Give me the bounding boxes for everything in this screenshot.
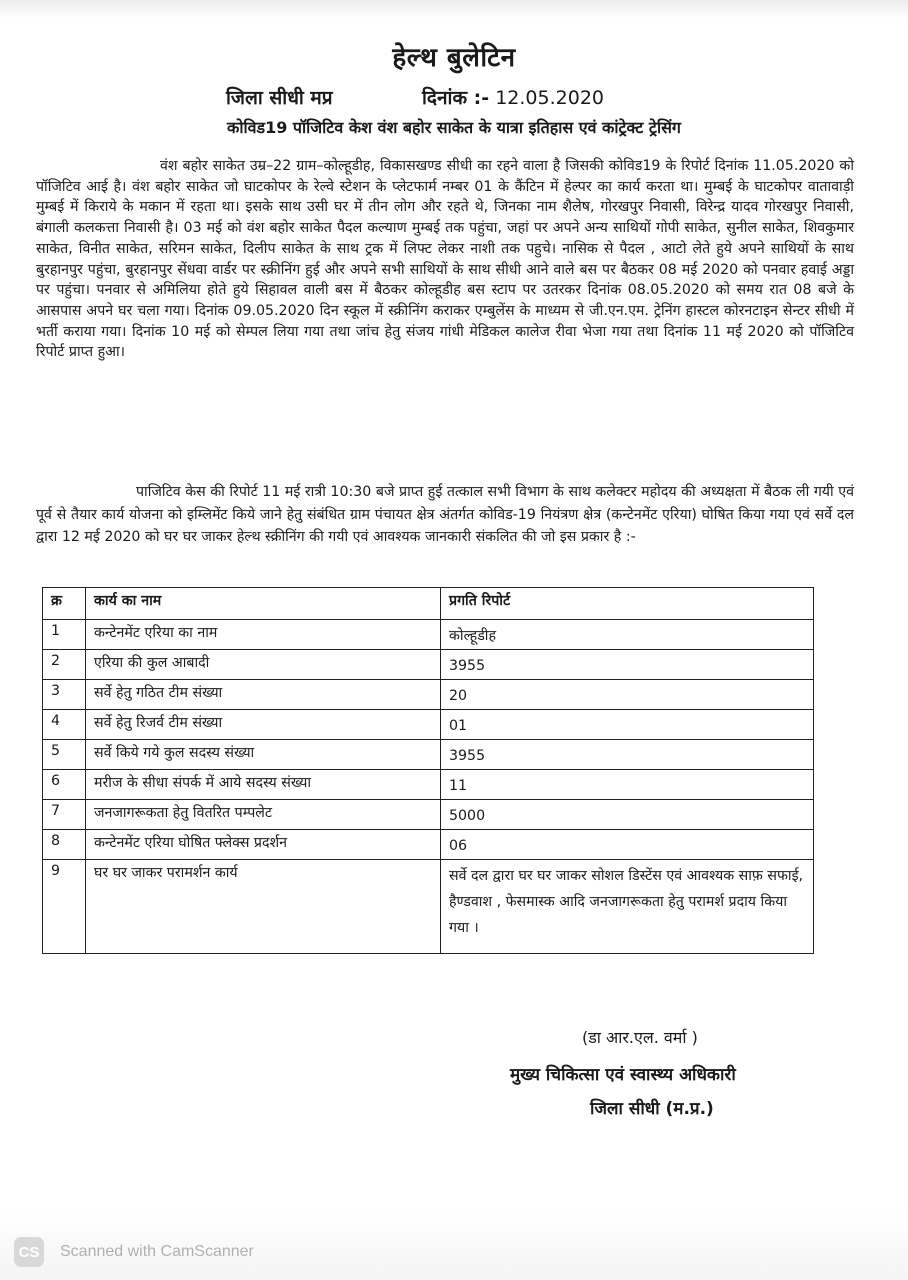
row-task: सर्वे हेतु रिजर्व टीम संख्या bbox=[86, 710, 441, 740]
row-sn: 1 bbox=[43, 620, 86, 650]
header-sn: क्र bbox=[43, 588, 86, 620]
signatory-office: जिला सीधी (म.प्र.) bbox=[590, 1099, 714, 1119]
travel-history-paragraph bbox=[36, 156, 854, 363]
header-progress: प्रगति रिपोर्ट bbox=[441, 588, 814, 620]
table-row bbox=[43, 620, 814, 650]
header-task: कार्य का नाम bbox=[86, 588, 441, 620]
date-block bbox=[422, 84, 604, 110]
row-progress: 5000 bbox=[441, 800, 814, 830]
table-row bbox=[43, 710, 814, 740]
table-row bbox=[43, 680, 814, 710]
camscanner-logo-icon: CS bbox=[14, 1237, 44, 1267]
progress-table bbox=[42, 587, 814, 954]
table-row bbox=[43, 830, 814, 860]
row-progress: कोल्हूडीह bbox=[441, 620, 814, 650]
document-title: हेल्थ बुलेटिन bbox=[392, 43, 516, 73]
row-task: एरिया की कुल आबादी bbox=[86, 650, 441, 680]
signatory-name: (डा आर.एल. वर्मा ) bbox=[582, 1028, 698, 1047]
row-task: सर्वे हेतु गठित टीम संख्या bbox=[86, 680, 441, 710]
date-value: 12.05.2020 bbox=[495, 87, 605, 109]
row-progress: 01 bbox=[441, 710, 814, 740]
row-sn: 8 bbox=[43, 830, 86, 860]
row-progress: 11 bbox=[441, 770, 814, 800]
row-task: सर्वे किये गये कुल सदस्य संख्या bbox=[86, 740, 441, 770]
action-text: पाजिटिव केस की रिपोर्ट 11 मई रात्री 10:30 बजे प्राप्त हुई तत्काल सभी विभाग के साथ कलेक्टर महोदय की अध्यक्षता में बैठक ली गयी एवं पूर्व से तैयार कार्य योजना को इम्लिमेंट किये जाने हेतु संबंधित ग्राम पंचायत क्षेत्र अंतर्गत कोविड-19 नियंत्रण क्षेत्र (कन्टेनमेंट एरिया) घोषित किया गया एवं सर्वे दल द्वारा 12 मई 2020 को घर घर जाकर हेल्थ स्क्रीनिंग की गयी एवं आवश्यक जानकारी संकलित की जो इस प्रकार है :- bbox=[36, 484, 854, 545]
row-progress: 3955 bbox=[441, 650, 814, 680]
row-task: घर घर जाकर परामर्शन कार्य bbox=[86, 860, 441, 954]
table-row bbox=[43, 650, 814, 680]
action-paragraph bbox=[36, 481, 854, 549]
scanner-text: Scanned with CamScanner bbox=[60, 1243, 254, 1260]
scanner-watermark bbox=[14, 1236, 254, 1268]
table-row bbox=[43, 860, 814, 954]
travel-history-text: वंश बहोर साकेत उम्र–22 ग्राम–कोल्हूडीह, विकासखण्ड सीधी का रहने वाला है जिसकी कोविड19 के रिपोर्ट दिनांक 11.05.2020 को पॉजिटिव आई है। वंश बहोर साकेत जो घाटकोपर के रेल्वे स्टेशन के प्लेटफार्म नम्बर 01 के कैंटिन में हेल्पर का कार्य करता था। मुम्बई के घाटकोपर वातावाड़ी मुम्बई में किराये के मकान में रहता था। इसके साथ उसी घर में तीन लोग और रहते थे, जिनका नाम शैलेष, गोरखपुर निवासी, विरेन्द्र यादव गोरखपुर निवासी, बंगाली कलकत्ता निवासी है। 03 मई को वंश बहोर साकेत पैदल कल्याण मुम्बई तक पहुंचा, जहां पर अपने अन्य साथियों गोपी साकेत, सुनील साकेत, शिवकुमार साकेत, विनीत साकेत, सरिमन साकेत, दिलीप साकेत के साथ ट्रक में लिफ्ट लेकर नाशी तक पहुचे। नासिक से पैदल , आटो लेते हुये अपने साथियों के साथ बुरहानपुर पहुंचा, बुरहानपुर सेंधवा वार्डर पर स्क्रीनिंग हुई और अपने सभी साथियों के साथ सीधी आने वाले बस पर बैठकर 08 मई 2020 को पनवार हवाई अड्डा पर पहुंचा। पनवार से अमिलिया होते हुये सिहावल वाली बस में बैठकर कोल्हूडीह बस स्टाप पर उतरकर दिनांक 08.05.2020 को समय रात 08 बजे के आसपास अपने घर चला गया। दिनांक 09.05.2020 दिन स्कूल में स्क्रीनिंग कराकर एम्बुलेंस के माध्यम से जी.एन.एम. ट्रेनिंग हास्टल कोरनटाइन सेन्टर सीधी में भर्ती कराया गया। दिनांक 10 मई को सेम्पल लिया गया तथा जांच हेतु संजय गांधी मेडिकल कालेज रीवा भेजा गया तथा दिनांक 11 मई 2020 को पॉजिटिव रिपोर्ट प्राप्त हुआ। bbox=[36, 158, 854, 361]
row-progress: 3955 bbox=[441, 740, 814, 770]
row-progress: 20 bbox=[441, 680, 814, 710]
table-header-row bbox=[43, 588, 814, 620]
row-sn: 9 bbox=[43, 860, 86, 954]
row-sn: 6 bbox=[43, 770, 86, 800]
row-task: मरीज के सीधा संपर्क में आये सदस्य संख्या bbox=[86, 770, 441, 800]
row-sn: 5 bbox=[43, 740, 86, 770]
row-sn: 4 bbox=[43, 710, 86, 740]
district-label: जिला सीधी मप्र bbox=[226, 87, 333, 109]
signatory-designation: मुख्य चिकित्सा एवं स्वास्थ्य अधिकारी bbox=[510, 1065, 736, 1085]
table-row bbox=[43, 770, 814, 800]
table-row bbox=[43, 800, 814, 830]
row-progress: सर्वे दल द्वारा घर घर जाकर सोशल डिस्टेंस एवं आवश्यक साफ़ सफाई, हैण्डवाश , फेसमास्क आदि जनजागरूकता हेतु परामर्श प्रदाय किया गया । bbox=[441, 860, 814, 954]
row-task: कन्टेनमेंट एरिया घोषित फ्लेक्स प्रदर्शन bbox=[86, 830, 441, 860]
table-row bbox=[43, 740, 814, 770]
row-task: जनजागरूकता हेतु वितरित पम्पलेट bbox=[86, 800, 441, 830]
row-sn: 7 bbox=[43, 800, 86, 830]
subject-heading: कोविड19 पॉजिटिव केश वंश बहोर साकेत के यात्रा इतिहास एवं कांट्रेक्ट ट्रेसिंग bbox=[227, 118, 681, 137]
row-sn: 3 bbox=[43, 680, 86, 710]
row-task: कन्टेनमेंट एरिया का नाम bbox=[86, 620, 441, 650]
row-sn: 2 bbox=[43, 650, 86, 680]
row-progress: 06 bbox=[441, 830, 814, 860]
date-label: दिनांक :- bbox=[422, 87, 490, 109]
